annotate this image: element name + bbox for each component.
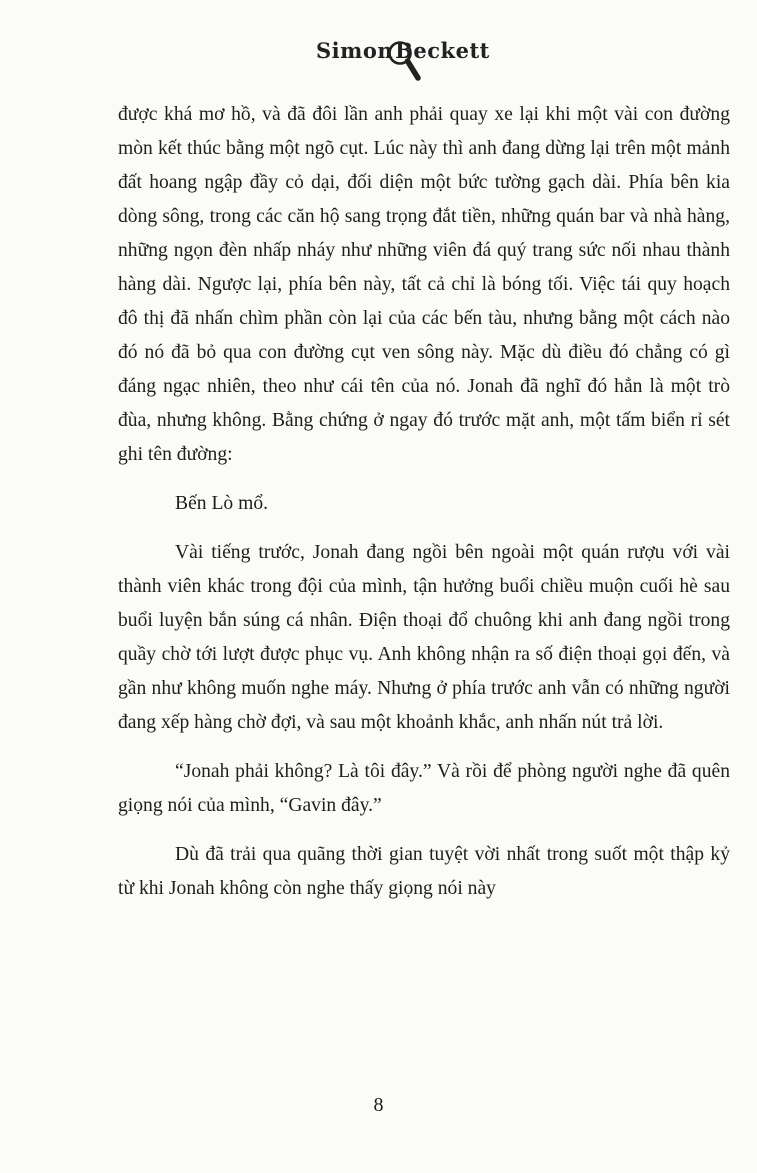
paragraph-decade: Dù đã trải qua quãng thời gian tuyệt vời nhất trong suốt một thập kỷ từ khi Jonah không còn nghe thấy giọng nói này: [118, 844, 730, 899]
paragraph-dialogue: “Jonah phải không? Là tôi đây.” Và rồi để phòng người nghe đã quên giọng nói của mình, “Gavin đây.”: [118, 761, 730, 816]
running-header: [0, 38, 757, 84]
paragraph-continued: được khá mơ hồ, và đã đôi lần anh phải quay xe lại khi một vài con đường mòn kết thúc bằng một ngõ cụt. Lúc này thì anh đang dừng lại trên một mảnh đất hoang ngập đầy cỏ dại, đối diện một bức tường gạch dài. Phía bên kia dòng sông, trong các căn hộ sang trọng đắt tiền, những quán bar và nhà hàng, những ngọn đèn nhấp nháy như những viên đá quý trang sức nối nhau thành hàng dài. Ngược lại, phía bên này, tất cả chỉ là bóng tối. Việc tái quy hoạch đô thị đã nhấn chìm phần còn lại của các bến tàu, nhưng bằng một cách nào đó nó đã bỏ qua con đường cụt ven sông này. Mặc dù điều đó chẳng có gì đáng ngạc nhiên, theo như cái tên của nó. Jonah đã nghĩ đó hẳn là một trò đùa, nhưng không. Bằng chứng ở ngay đó trước mặt anh, một tấm biển rỉ sét ghi tên đường:: [118, 104, 730, 465]
body-text: [118, 98, 730, 906]
page-number: 8: [373, 1094, 384, 1116]
magnifying-glass-icon: [386, 40, 422, 84]
paragraph-street-name: Bến Lò mổ.: [175, 493, 269, 514]
paragraph-pub: Vài tiếng trước, Jonah đang ngồi bên ngoài một quán rượu với vài thành viên khác trong đội của mình, tận hưởng buổi chiều muộn cuối hè sau buổi luyện bắn súng cá nhân. Điện thoại đổ chuông khi anh đang ngồi trong quầy chờ tới lượt được phục vụ. Anh không nhận ra số điện thoại gọi đến, và gần như không muốn nghe máy. Nhưng ở phía trước anh vẫn có những người đang xếp hàng chờ đợi, và sau một khoảnh khắc, anh nhấn nút trả lời.: [118, 542, 730, 733]
author-first-name: Simon: [316, 38, 394, 63]
author-last-name: Beckett: [395, 38, 490, 63]
